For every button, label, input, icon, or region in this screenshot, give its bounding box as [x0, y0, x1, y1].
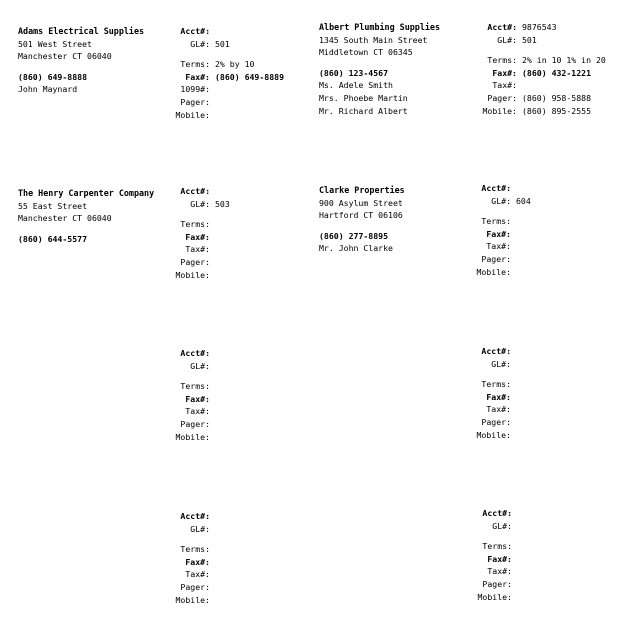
- acct-field-label: Acct#:: [180, 186, 210, 196]
- terms-field: [469, 378, 516, 391]
- mobile-field-value: (860) 895-2555: [522, 105, 592, 116]
- acct-field: [475, 21, 606, 34]
- terms-field-value: [511, 215, 516, 228]
- fax-field-value: [512, 553, 517, 566]
- pager-field-label: Pager:: [180, 96, 210, 107]
- terms-field-value: [210, 218, 215, 231]
- mobile-field-value: [210, 594, 215, 607]
- city-state-zip: Manchester CT 06040: [18, 51, 112, 62]
- tax-field-label: 1099#:: [180, 84, 210, 95]
- pager-field-label: Pager:: [482, 578, 512, 589]
- tax-field: [469, 240, 531, 253]
- mobile-field-value: [512, 591, 517, 604]
- mobile-field: [168, 431, 215, 444]
- account-info-block: [469, 182, 531, 278]
- gl-field: [168, 198, 230, 211]
- tax-field: [475, 79, 606, 92]
- contact-person: John Maynard: [18, 84, 78, 95]
- fax-field: [168, 231, 230, 244]
- acct-field-value: [210, 347, 215, 360]
- mobile-field: [469, 266, 531, 279]
- fax-field-label: Fax#:: [492, 67, 517, 78]
- contact-person: Mr. Richard Albert: [319, 105, 408, 116]
- terms-field: [168, 380, 215, 393]
- acct-field: [469, 345, 516, 358]
- mobile-field-label: Mobile:: [175, 431, 210, 442]
- fax-field: [469, 228, 531, 241]
- terms-field-value: [512, 540, 517, 553]
- fax-field-label: Fax#:: [185, 393, 210, 404]
- company-name: Adams Electrical Supplies: [18, 26, 145, 36]
- account-info-block: [475, 21, 606, 117]
- fax-field-label: Fax#:: [185, 231, 210, 242]
- terms-field-value: [210, 543, 215, 556]
- tax-field: [470, 565, 517, 578]
- gl-field: [168, 360, 215, 373]
- gl-field-value: 501: [522, 34, 537, 45]
- gl-field-label: GL#:: [190, 523, 210, 534]
- terms-field: [168, 58, 284, 71]
- terms-field-label: Terms:: [481, 379, 511, 390]
- acct-field-label: Acct#:: [180, 511, 210, 521]
- fax-field-label: Fax#:: [486, 228, 511, 239]
- pager-field-value: [210, 418, 215, 431]
- tax-field-value: [517, 79, 522, 92]
- terms-field-value: 2% by 10: [215, 59, 255, 70]
- tax-field: [168, 83, 284, 96]
- acct-field: [470, 507, 517, 520]
- pager-field: [168, 581, 215, 594]
- mobile-field-label: Mobile:: [477, 591, 512, 602]
- contact-person: Mr. John Clarke: [319, 243, 393, 254]
- tax-field-label: Tax#:: [487, 566, 512, 577]
- mobile-field-label: Mobile:: [175, 269, 210, 280]
- phone-number: (860) 644-5577: [18, 233, 88, 244]
- tax-field-label: Tax#:: [185, 406, 210, 417]
- acct-field-label: Acct#:: [481, 183, 511, 193]
- gl-field: [469, 195, 531, 208]
- acct-field-value: [511, 345, 516, 358]
- pager-field-label: Pager:: [180, 581, 210, 592]
- pager-field: [475, 92, 606, 105]
- fax-field: [475, 67, 606, 80]
- terms-field: [470, 540, 517, 553]
- terms-field-label: Terms:: [180, 544, 210, 555]
- tax-field: [469, 403, 516, 416]
- pager-field-value: [511, 253, 516, 266]
- street-address: 55 East Street: [18, 200, 88, 211]
- pager-field: [168, 418, 215, 431]
- fax-field: [168, 71, 284, 84]
- gl-field: [470, 520, 517, 533]
- company-name: The Henry Carpenter Company: [18, 188, 155, 198]
- street-address: 1345 South Main Street: [319, 34, 428, 45]
- city-state-zip: Hartford CT 06106: [319, 210, 403, 221]
- city-state-zip: Manchester CT 06040: [18, 213, 112, 224]
- mobile-field: [469, 429, 516, 442]
- pager-field-label: Pager:: [481, 416, 511, 427]
- fax-field: [469, 391, 516, 404]
- gl-field-value: 501: [215, 38, 230, 49]
- gl-field-value: [210, 523, 215, 536]
- fax-field-value: [511, 391, 516, 404]
- pager-field-value: [511, 416, 516, 429]
- mobile-field: [168, 109, 284, 122]
- fax-field-value: [210, 231, 215, 244]
- gl-field-label: GL#:: [491, 195, 511, 206]
- acct-field-label: Acct#:: [180, 26, 210, 36]
- gl-field: [168, 523, 215, 536]
- tax-field: [168, 243, 230, 256]
- mobile-field-value: [210, 109, 215, 122]
- tax-field-value: [210, 405, 215, 418]
- fax-field-label: Fax#:: [487, 553, 512, 564]
- mobile-field: [475, 105, 606, 118]
- acct-field: [168, 510, 215, 523]
- gl-field: [168, 38, 284, 51]
- fax-field: [168, 393, 215, 406]
- tax-field-label: Tax#:: [486, 241, 511, 252]
- tax-field-label: Tax#:: [486, 404, 511, 415]
- address-block: [18, 187, 154, 245]
- gl-field-label: GL#:: [497, 34, 517, 45]
- street-address: 900 Asylum Street: [319, 197, 403, 208]
- acct-field: [168, 185, 230, 198]
- gl-field-value: [511, 358, 516, 371]
- company-name: Albert Plumbing Supplies: [319, 22, 441, 32]
- mobile-field-label: Mobile:: [476, 266, 511, 277]
- acct-field-value: [210, 510, 215, 523]
- acct-field-value: 9876543: [522, 22, 557, 32]
- account-info-block: [168, 347, 215, 443]
- phone-number: (860) 277-8895: [319, 230, 389, 241]
- terms-field-label: Terms:: [180, 59, 210, 70]
- terms-field-label: Terms:: [487, 55, 517, 66]
- tax-field-value: [210, 243, 215, 256]
- mobile-field-label: Mobile:: [175, 109, 210, 120]
- terms-field-label: Terms:: [482, 541, 512, 552]
- account-info-block: [168, 25, 284, 121]
- contact-person: Ms. Adele Smith: [319, 80, 393, 91]
- terms-field-value: [210, 380, 215, 393]
- pager-field: [168, 256, 230, 269]
- mobile-field-label: Mobile:: [175, 594, 210, 605]
- gl-field-label: GL#:: [190, 360, 210, 371]
- mobile-field-value: [210, 431, 215, 444]
- gl-field-value: 503: [215, 198, 230, 209]
- company-name: Clarke Properties: [319, 185, 405, 195]
- pager-field-value: [512, 578, 517, 591]
- fax-field-value: (860) 649-8889: [215, 71, 285, 82]
- terms-field-label: Terms:: [180, 381, 210, 392]
- tax-field-value: [210, 568, 215, 581]
- pager-field-value: (860) 958-5888: [522, 92, 592, 103]
- address-block: [319, 21, 440, 117]
- gl-field: [469, 358, 516, 371]
- mobile-field-label: Mobile:: [482, 105, 517, 116]
- pager-field: [469, 416, 516, 429]
- phone-number: (860) 123-4567: [319, 67, 389, 78]
- tax-field-label: Tax#:: [185, 244, 210, 255]
- tax-field-value: [210, 83, 215, 96]
- mobile-field-label: Mobile:: [476, 429, 511, 440]
- tax-field: [168, 405, 215, 418]
- pager-field-label: Pager:: [180, 256, 210, 267]
- terms-field-value: [511, 378, 516, 391]
- terms-field-label: Terms:: [481, 216, 511, 227]
- pager-field: [470, 578, 517, 591]
- acct-field-label: Acct#:: [180, 348, 210, 358]
- street-address: 501 West Street: [18, 38, 92, 49]
- pager-field-value: [210, 581, 215, 594]
- mobile-field-value: [511, 429, 516, 442]
- terms-field: [475, 54, 606, 67]
- pager-field-label: Pager:: [481, 253, 511, 264]
- account-info-block: [470, 507, 517, 603]
- acct-field: [168, 347, 215, 360]
- fax-field-label: Fax#:: [185, 71, 210, 82]
- gl-field-value: [210, 360, 215, 373]
- fax-field-value: (860) 432-1221: [522, 67, 592, 78]
- tax-field-label: Tax#:: [185, 569, 210, 580]
- fax-field: [168, 556, 215, 569]
- address-block: [319, 184, 405, 255]
- mobile-field-value: [511, 266, 516, 279]
- tax-field-value: [512, 565, 517, 578]
- tax-field-value: [511, 403, 516, 416]
- mobile-field: [168, 594, 215, 607]
- gl-field-label: GL#:: [491, 358, 511, 369]
- tax-field-value: [511, 240, 516, 253]
- acct-field-label: Acct#:: [487, 22, 517, 32]
- mobile-field-value: [210, 269, 215, 282]
- terms-field: [168, 543, 215, 556]
- gl-field-value: 604: [516, 195, 531, 206]
- acct-field-label: Acct#:: [481, 346, 511, 356]
- acct-field: [168, 25, 284, 38]
- fax-field-label: Fax#:: [185, 556, 210, 567]
- tax-field-label: Tax#:: [492, 80, 517, 91]
- pager-field-label: Pager:: [180, 418, 210, 429]
- gl-field-label: GL#:: [492, 520, 512, 531]
- fax-field: [470, 553, 517, 566]
- gl-field-label: GL#:: [190, 38, 210, 49]
- fax-field-label: Fax#:: [486, 391, 511, 402]
- gl-field: [475, 34, 606, 47]
- tax-field: [168, 568, 215, 581]
- mobile-field: [168, 269, 230, 282]
- acct-field-value: [511, 182, 516, 195]
- fax-field-value: [511, 228, 516, 241]
- mobile-field: [470, 591, 517, 604]
- phone-number: (860) 649-8888: [18, 71, 88, 82]
- city-state-zip: Middletown CT 06345: [319, 47, 413, 58]
- acct-field-label: Acct#:: [482, 508, 512, 518]
- pager-field-value: [210, 256, 215, 269]
- terms-field-value: 2% in 10 1% in 20: [522, 55, 606, 66]
- gl-field-value: [512, 520, 517, 533]
- acct-field: [469, 182, 531, 195]
- fax-field-value: [210, 556, 215, 569]
- terms-field-label: Terms:: [180, 219, 210, 230]
- account-info-block: [168, 185, 230, 281]
- acct-field-value: [512, 507, 517, 520]
- acct-field-value: [210, 185, 215, 198]
- contact-person: Mrs. Phoebe Martin: [319, 92, 408, 103]
- pager-field: [168, 96, 284, 109]
- terms-field: [469, 215, 531, 228]
- account-info-block: [469, 345, 516, 441]
- terms-field: [168, 218, 230, 231]
- pager-field: [469, 253, 531, 266]
- acct-field-value: [210, 25, 215, 38]
- gl-field-label: GL#:: [190, 198, 210, 209]
- account-info-block: [168, 510, 215, 606]
- pager-field-label: Pager:: [487, 92, 517, 103]
- fax-field-value: [210, 393, 215, 406]
- address-block: [18, 25, 144, 96]
- pager-field-value: [210, 96, 215, 109]
